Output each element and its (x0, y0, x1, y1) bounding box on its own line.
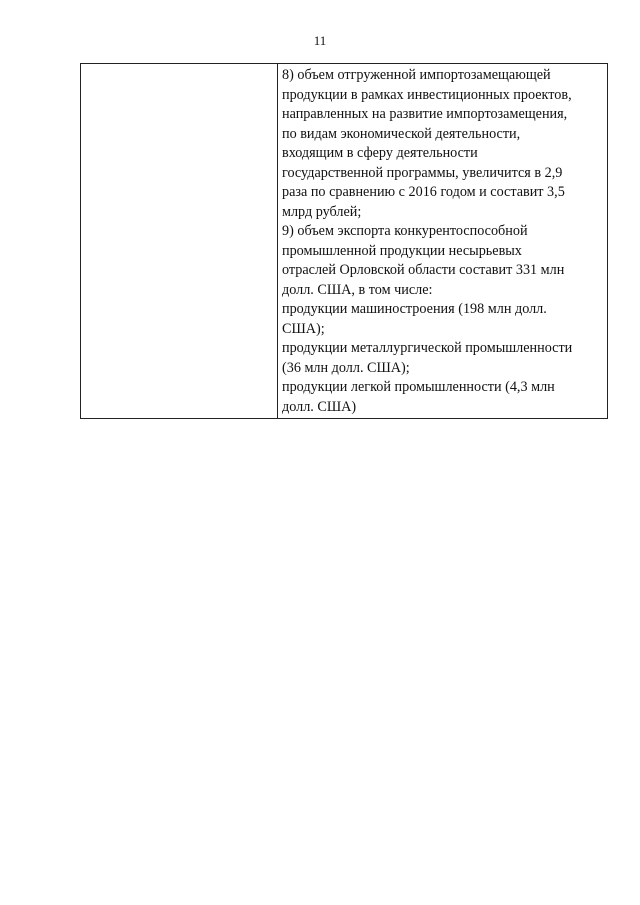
text-line: продукции машиностроения (198 млн долл. (282, 301, 547, 317)
text-line: млрд рублей; (282, 203, 362, 220)
table-cell-left (81, 64, 278, 419)
text-line: США); (282, 320, 325, 337)
text-line: 9) объем экспорта конкурентоспособной (282, 223, 528, 239)
text-line: продукции металлургической промышленности (282, 340, 573, 356)
text-line: отраслей Орловской области составит 331 млн (282, 262, 565, 278)
text-line: продукции легкой промышленности (4,3 млн (282, 379, 555, 395)
text-line: долл. США, в том числе: (282, 281, 433, 298)
text-line: направленных на развитие импортозамещения, (282, 106, 568, 122)
text-line: входящим в сферу деятельности (282, 145, 478, 161)
text-line: по видам экономической деятельности, (282, 125, 521, 142)
text-line: раза по сравнению с 2016 годом и составит 3,5 (282, 184, 565, 200)
text-line: (36 млн долл. США); (282, 359, 410, 376)
content-table (80, 63, 608, 419)
text-line: долл. США) (282, 398, 357, 415)
table-row (81, 64, 608, 419)
table-cell-right (278, 64, 608, 419)
text-line: государственной программы, увеличится в 2,9 (282, 164, 563, 181)
page-number: 11 (313, 33, 327, 48)
text-line: продукции в рамках инвестиционных проектов, (282, 86, 572, 103)
text-line: промышленной продукции несырьевых (282, 242, 522, 259)
text-line: 8) объем отгруженной импортозамещающей (282, 67, 551, 83)
